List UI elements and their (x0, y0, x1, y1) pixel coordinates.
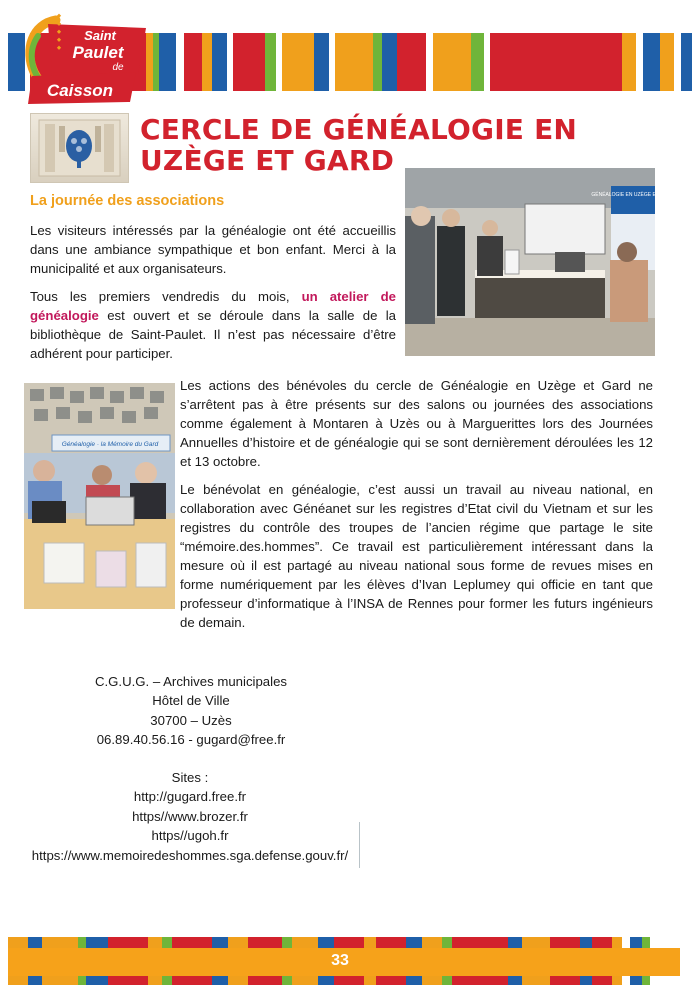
logo-text-paulet: Paulet (72, 43, 124, 62)
site-link-memoiredeshommes[interactable]: https://www.memoiredeshommes.sga.defense.gouv.fr/ (31, 847, 349, 863)
section-subtitle: La journée des associations (30, 193, 225, 209)
volunteers-banner-text: Généalogie · la Mémoire du Gard (61, 441, 159, 448)
logo-text-saint: Saint (84, 28, 116, 43)
contact-building: Hôtel de Ville (152, 693, 230, 709)
contact-organization: C.G.U.G. – Archives municipales (94, 674, 288, 689)
sites-label: Sites : (171, 770, 209, 785)
saint-paulet-logo (18, 14, 148, 106)
site-link-brozer[interactable]: https//www.brozer.fr (132, 808, 248, 824)
vertical-divider (359, 822, 360, 868)
association-emblem-image (30, 113, 129, 183)
site-link-gugard[interactable]: http://gugard.free.fr (133, 789, 247, 805)
site-link-ugoh[interactable]: https//ugoh.fr (151, 828, 229, 844)
page-title-line-1: CERCLE DE GÉNÉALOGIE EN (140, 113, 578, 146)
association-stand-photo (405, 168, 675, 356)
paragraph-workshop-intro: Tous les premiers vendredis du mois, (30, 289, 302, 304)
workshop-highlight: un atelier de généalogie (30, 289, 396, 323)
stand-poster-text: GÉNÉALOGIE EN UZÈGE ET GARD (591, 192, 675, 198)
paragraph-workshop (30, 287, 396, 363)
contact-block (30, 672, 352, 750)
paragraph-volunteer-actions: Les actions des bénévoles du cercle de Généalogie en Uzège et Gard ne s’arrêtent pas à être présents sur des salons ou journées des associations comme également à Montaren à Uzès ou à Marguerittes lors des Journées Annuelles d’histoire et de généalogie qui se sont dernièrement déroulées les 12 et 13 octobre. (180, 378, 653, 469)
logo-text-de: de (112, 62, 124, 73)
volunteers-photo (24, 383, 175, 609)
page-title (140, 114, 660, 176)
contact-city: 30700 – Uzès (150, 712, 232, 728)
paragraph-visitors: Les visiteurs intéressés par la généalogie ont été accueillis dans une ambiance sympathique et bon enfant. Merci à la municipalité et aux organisateurs. (30, 223, 396, 276)
sites-block (12, 768, 368, 865)
page-title-line-2: UZÈGE ET GARD (140, 144, 395, 177)
logo-text-caisson: Caisson (46, 81, 114, 100)
contact-phone-email: 06.89.40.56.16 - gugard@free.fr (96, 732, 286, 748)
paragraph-national-work: Le bénévolat en généalogie, c’est aussi un travail au niveau national, en collaboration avec Généanet sur les registres d’Etat civil du Vietnam et sur les registres du contrôle des troupes de l’ancien régime que partage le site “mémoire.des.hommes”. Ce travail est particulièrement intéressant dans la mesure où il est partagé au niveau national sous forme de revues mises en forme numériquement par les élèves d’Ivan Leplumey qui officie en tant que professeur d’informatique à l’INSA de Rennes pour former les futurs ingénieurs de demain. (180, 482, 653, 630)
paragraph-workshop-rest: est ouvert et se déroule dans la salle de la bibliothèque de Saint-Paulet. Il n’est pas nécessaire d’être adhérent pour participer. (30, 308, 396, 361)
page-number: 33 (331, 952, 349, 969)
